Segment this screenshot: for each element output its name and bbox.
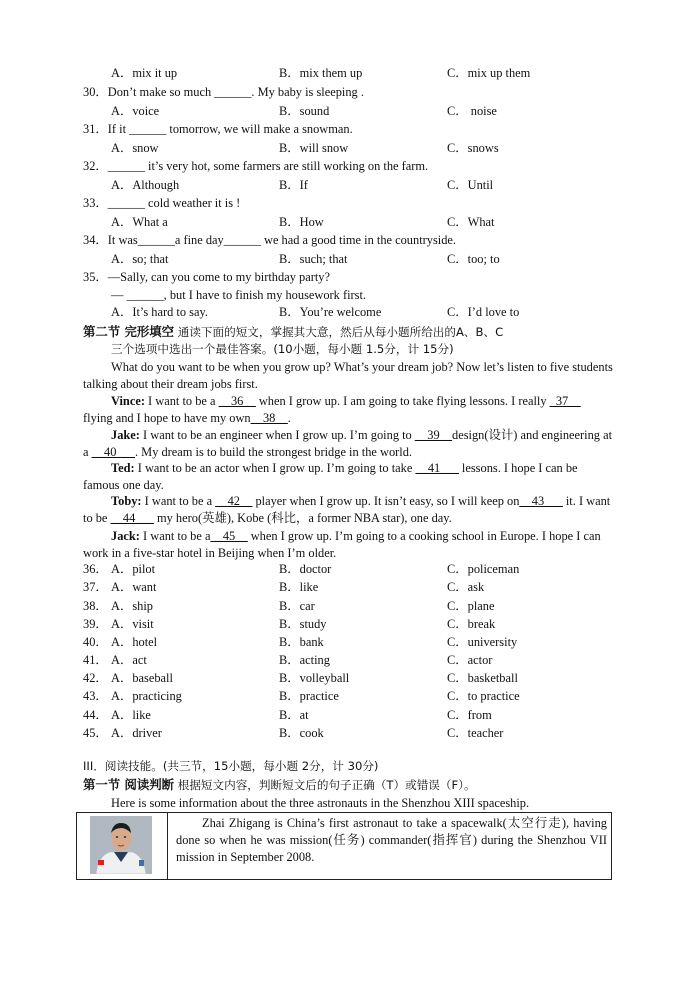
option-c: C．university bbox=[447, 635, 518, 649]
option-b: B．doctor bbox=[279, 562, 332, 576]
option-number: 41． bbox=[83, 653, 108, 667]
q34-option-a: A．so; that bbox=[111, 252, 169, 266]
q33-option-c: C．What bbox=[447, 215, 495, 229]
cloze-option-row bbox=[83, 708, 108, 723]
ted-text-1: I want to be an actor when I grow up. I’m going to take bbox=[134, 461, 416, 475]
option-number: 40． bbox=[83, 635, 108, 649]
blank-43: __43___ bbox=[519, 494, 563, 508]
toby-text-4: my hero(英雄), Kobe (科比，a former NBA star), one day. bbox=[153, 511, 452, 525]
option-a: A．pilot bbox=[111, 562, 156, 576]
cloze-option-row bbox=[83, 617, 108, 632]
zhai-zhigang-description: Zhai Zhigang is China’s first astronaut to take a spacewalk(太空行走), having done so when he was mission(任务) commander(指挥官) during the Shenzhou VII mission in September 2008. bbox=[176, 816, 607, 864]
option-c: C．ask bbox=[447, 580, 485, 594]
cloze-option-row bbox=[83, 635, 108, 650]
blank-42: __42__ bbox=[215, 494, 253, 508]
q33-stem bbox=[83, 196, 240, 211]
q32-option-b: B．If bbox=[279, 178, 308, 192]
reading-title: III．阅读技能。(共三节，15小题，每小题 2分，计 30分) bbox=[83, 759, 379, 773]
cloze-option-row bbox=[83, 671, 108, 686]
q31-number: 31． bbox=[83, 122, 108, 136]
toby-text-2: player when I grow up. It isn’t easy, so I will keep on bbox=[252, 494, 520, 508]
cloze-option-row bbox=[83, 580, 108, 595]
blank-41: __41___ bbox=[415, 461, 459, 475]
cloze-intro: What do you want to be when you grow up? What’s your dream job? Now let’s listen to five students talking about their dream jobs first. bbox=[83, 360, 613, 391]
cloze-heading-line bbox=[83, 324, 503, 340]
jack-text-1: I want to be a bbox=[139, 529, 211, 543]
q31-option-c: C．snows bbox=[447, 141, 499, 155]
option-b: B．car bbox=[279, 599, 315, 613]
option-c: C．policeman bbox=[447, 562, 520, 576]
q35-text: —Sally, can you come to my birthday party? bbox=[107, 270, 330, 284]
blank-39: __39__ bbox=[414, 428, 453, 442]
q30-option-a: A．voice bbox=[111, 104, 160, 118]
q33-option-b: B．How bbox=[279, 215, 324, 229]
cloze-option-row bbox=[83, 653, 108, 668]
cloze-ted-paragraph bbox=[83, 460, 613, 494]
cloze-instruction: 通读下面的短文，掌握其大意，然后从每小题所给出的A、B、C bbox=[174, 325, 504, 339]
q32-text: ______ it’s very hot, some farmers are still working on the farm. bbox=[107, 159, 429, 173]
q35-option-a: A．It’s hard to say. bbox=[111, 305, 208, 319]
blank-37: _37__ bbox=[549, 394, 581, 408]
option-number: 38． bbox=[83, 599, 108, 613]
option-a: A．driver bbox=[111, 726, 162, 740]
blank-45: __45__ bbox=[210, 529, 248, 543]
q34-stem bbox=[83, 233, 456, 248]
speaker-ted: Ted: bbox=[111, 461, 135, 475]
q30-number: 30． bbox=[83, 85, 108, 99]
option-a: A．practicing bbox=[111, 689, 182, 703]
q32-number: 32． bbox=[83, 159, 108, 173]
reading-sub-heading-line bbox=[83, 777, 476, 793]
jack-text-2: when I grow up. I’m going to a cooking school in Europe. I hope I can work in a five-star hotel in Beijing when I’m older. bbox=[83, 529, 601, 560]
option-a: A．like bbox=[111, 708, 151, 722]
cloze-option-row bbox=[83, 562, 108, 577]
reading-intro: Here is some information about the three astronauts in the Shenzhou XIII spaceship. bbox=[111, 796, 530, 810]
q35-option-b: B．You’re welcome bbox=[279, 305, 382, 319]
toby-text-3: it. I want to be bbox=[83, 494, 611, 525]
option-b: B．bank bbox=[279, 635, 324, 649]
option-b: B．volleyball bbox=[279, 671, 350, 685]
astronaut-info-table bbox=[76, 812, 612, 880]
option-c: C．break bbox=[447, 617, 496, 631]
option-c: C．actor bbox=[447, 653, 493, 667]
cloze-jack-paragraph bbox=[83, 528, 613, 562]
option-c: C．from bbox=[447, 708, 492, 722]
vince-text-2: when I grow up. I am going to take flying lessons. I really bbox=[255, 394, 550, 408]
vince-text-4: . bbox=[287, 411, 291, 425]
option-a: A．ship bbox=[111, 599, 153, 613]
option-number: 39． bbox=[83, 617, 108, 631]
option-a: A．hotel bbox=[111, 635, 158, 649]
option-number: 37． bbox=[83, 580, 108, 594]
cloze-option-row bbox=[83, 689, 108, 704]
option-c: C．to practice bbox=[447, 689, 520, 703]
option-number: 42． bbox=[83, 671, 108, 685]
q32-option-a: A．Although bbox=[111, 178, 180, 192]
option-number: 36． bbox=[83, 562, 108, 576]
option-number: 45． bbox=[83, 726, 108, 740]
q30-option-c: C． noise bbox=[447, 104, 497, 118]
q33-number: 33． bbox=[83, 196, 108, 210]
q35-number: 35． bbox=[83, 270, 108, 284]
speaker-jake: Jake: bbox=[111, 428, 140, 442]
cloze-vince-paragraph bbox=[83, 393, 613, 427]
q35-stem bbox=[83, 270, 330, 285]
cloze-option-row bbox=[83, 599, 108, 614]
blank-44: __44___ bbox=[110, 511, 154, 525]
q31-option-a: A．snow bbox=[111, 141, 159, 155]
q31-text: If it ______ tomorrow, we will make a snowman. bbox=[107, 122, 353, 136]
option-a: A．baseball bbox=[111, 671, 173, 685]
q31-option-b: B．will snow bbox=[279, 141, 349, 155]
q35-option-c: C．I’d love to bbox=[447, 305, 520, 319]
option-c: C．plane bbox=[447, 599, 495, 613]
speaker-vince: Vince: bbox=[111, 394, 145, 408]
option-c: C．basketball bbox=[447, 671, 518, 685]
q32-stem bbox=[83, 159, 428, 174]
toby-text-1: I want to be a bbox=[141, 494, 216, 508]
option-b: B．like bbox=[279, 580, 319, 594]
q33-option-a: A．What a bbox=[111, 215, 168, 229]
option-b: B．at bbox=[279, 708, 309, 722]
cloze-heading: 第二节 完形填空 bbox=[83, 324, 175, 339]
q30-text: Don’t make so much ______. My baby is sleeping . bbox=[107, 85, 364, 99]
blank-36: __36__ bbox=[218, 394, 256, 408]
q35-stem-line2: — ______, but I have to finish my housework first. bbox=[111, 288, 367, 302]
option-number: 44． bbox=[83, 708, 108, 722]
q34-number: 34． bbox=[83, 233, 108, 247]
q34-option-c: C．too; to bbox=[447, 252, 500, 266]
speaker-toby: Toby: bbox=[111, 494, 142, 508]
q33-text: ______ cold weather it is ! bbox=[107, 196, 241, 210]
option-number: 43． bbox=[83, 689, 108, 703]
astronaut-photo-cell bbox=[77, 813, 168, 879]
option-b: B．acting bbox=[279, 653, 330, 667]
q29-option-c: C．mix up them bbox=[447, 66, 531, 80]
q34-text: It was______a fine day______ we had a good time in the countryside. bbox=[107, 233, 457, 247]
cloze-option-row bbox=[83, 726, 108, 741]
q29-option-a: A．mix it up bbox=[111, 66, 178, 80]
reading-sub-instruction: 根据短文内容，判断短文后的句子正确（T）或错误（F）。 bbox=[174, 778, 476, 792]
vince-text-3: flying and I hope to have my own bbox=[83, 411, 251, 425]
blank-38: __38__ bbox=[250, 411, 288, 425]
jake-text-3: . My dream is to build the strongest bridge in the world. bbox=[134, 445, 413, 459]
jake-text-2: design(设计) and engineering at a bbox=[83, 428, 613, 459]
cloze-instruction-line2: 三个选项中选出一个最佳答案。(10小题，每小题 1.5分，计 15分) bbox=[111, 342, 454, 356]
reading-sub-heading: 第一节 阅读判断 bbox=[83, 777, 175, 792]
option-b: B．study bbox=[279, 617, 327, 631]
q32-option-c: C．Until bbox=[447, 178, 494, 192]
q30-option-b: B．sound bbox=[279, 104, 330, 118]
option-a: A．visit bbox=[111, 617, 154, 631]
vince-text-1: I want to be a bbox=[144, 394, 219, 408]
option-a: A．want bbox=[111, 580, 157, 594]
q30-stem bbox=[83, 85, 364, 100]
q34-option-b: B．such; that bbox=[279, 252, 348, 266]
cloze-jake-paragraph bbox=[83, 427, 613, 461]
speaker-jack: Jack: bbox=[111, 529, 140, 543]
option-b: B．cook bbox=[279, 726, 324, 740]
jake-text-1: I want to be an engineer when I grow up. I’m going to bbox=[139, 428, 415, 442]
option-b: B．practice bbox=[279, 689, 339, 703]
astronaut-photo bbox=[90, 816, 152, 874]
option-c: C．teacher bbox=[447, 726, 504, 740]
q29-option-b: B．mix them up bbox=[279, 66, 363, 80]
ted-text-2: lessons. I hope I can be famous one day. bbox=[83, 461, 578, 492]
q31-stem bbox=[83, 122, 353, 137]
blank-40: __40___ bbox=[91, 445, 135, 459]
cloze-toby-paragraph bbox=[83, 493, 613, 527]
option-a: A．act bbox=[111, 653, 147, 667]
